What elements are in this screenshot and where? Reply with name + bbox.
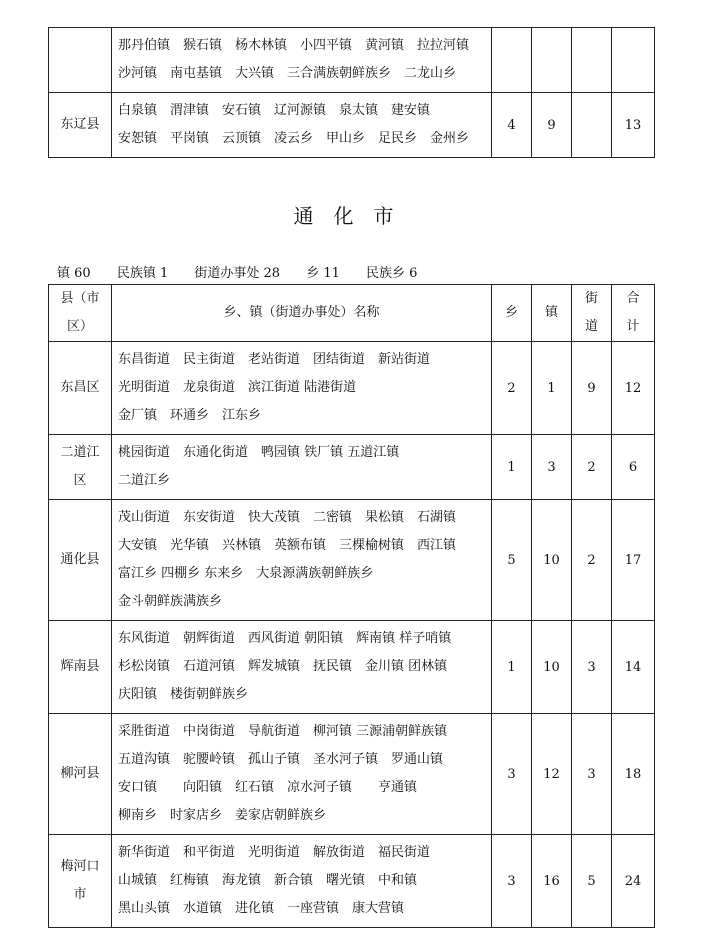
names-line: 沙河镇 南屯基镇 大兴镇 三合满族朝鲜族乡 二龙山乡 xyxy=(118,66,457,81)
jiedao-count: 9 xyxy=(572,342,612,435)
jiedao-count: 2 xyxy=(572,435,612,500)
names-line: 安恕镇 平岗镇 云顶镇 凌云乡 甲山乡 足民乡 金州乡 xyxy=(118,131,470,146)
header-jiedao: 街 道 xyxy=(572,285,612,342)
names-line: 黑山头镇 水道镇 进化镇 一座营镇 康大营镇 xyxy=(118,901,405,916)
names-line: 山城镇 红梅镇 海龙镇 新合镇 曙光镇 中和镇 xyxy=(118,873,418,888)
names-cell xyxy=(112,28,492,93)
summary-subdistricts: 街道办事处 28 xyxy=(194,266,281,281)
zhen-count: 9 xyxy=(532,93,572,158)
total-count: 13 xyxy=(612,93,655,158)
total-count xyxy=(612,28,655,93)
zhen-count xyxy=(532,28,572,93)
county-cell xyxy=(49,342,112,435)
names-line: 东昌街道 民主街道 老站街道 团结街道 新站街道 xyxy=(118,352,431,367)
jiedao-count: 3 xyxy=(572,714,612,835)
names-line: 东风街道 朝辉街道 西风街道 朝阳镇 辉南镇 样子哨镇 xyxy=(118,631,452,646)
county-cell: 东辽县 xyxy=(49,93,112,158)
table-row xyxy=(49,342,655,435)
names-line: 二道江乡 xyxy=(118,473,171,488)
county-name-line: 市 xyxy=(73,887,87,902)
zhen-count: 1 xyxy=(532,342,572,435)
tonghua-table xyxy=(48,284,655,928)
xiang-count: 1 xyxy=(492,435,532,500)
summary-ethnic-towns: 民族镇 1 xyxy=(116,266,169,281)
names-line: 采胜街道 中岗街道 导航街道 柳河镇 三源浦朝鲜族镇 xyxy=(118,724,448,739)
names-line: 杉松岗镇 石道河镇 辉发城镇 抚民镇 金川镇 团林镇 xyxy=(118,659,448,674)
total-count: 17 xyxy=(612,500,655,621)
county-name-line: 辉南县 xyxy=(60,659,100,674)
county-cell xyxy=(49,835,112,928)
total-count: 6 xyxy=(612,435,655,500)
county-cell xyxy=(49,500,112,621)
names-cell xyxy=(112,435,492,500)
names-line: 金斗朝鲜族满族乡 xyxy=(118,594,223,609)
names-line: 庆阳镇 楼街朝鲜族乡 xyxy=(118,687,249,702)
jiedao-count: 3 xyxy=(572,621,612,714)
county-name-line: 东昌区 xyxy=(60,380,100,395)
names-line: 那丹伯镇 猴石镇 杨木林镇 小四平镇 黄河镇 拉拉河镇 xyxy=(118,38,470,53)
table-row xyxy=(49,835,655,928)
names-line: 光明街道 龙泉街道 滨江街道 陆港街道 xyxy=(118,380,357,395)
continued-table-body xyxy=(49,28,655,158)
total-count: 12 xyxy=(612,342,655,435)
names-cell xyxy=(112,342,492,435)
table-row xyxy=(49,500,655,621)
zhen-count: 16 xyxy=(532,835,572,928)
zhen-count: 12 xyxy=(532,714,572,835)
names-line: 柳南乡 时家店乡 姜家店朝鲜族乡 xyxy=(118,808,327,823)
zhen-count: 3 xyxy=(532,435,572,500)
header-total: 合 计 xyxy=(612,285,655,342)
county-cell xyxy=(49,714,112,835)
names-line: 金厂镇 环通乡 江东乡 xyxy=(118,408,262,423)
jiedao-count xyxy=(572,28,612,93)
names-line: 安口镇 向阳镇 红石镇 凉水河子镇 亨通镇 xyxy=(118,780,418,795)
names-line: 五道沟镇 驼腰岭镇 孤山子镇 圣水河子镇 罗通山镇 xyxy=(118,752,444,767)
header-county: 县（市 区） xyxy=(49,285,112,342)
table-row xyxy=(49,93,655,158)
summary-ethnic-townships: 民族乡 6 xyxy=(366,266,418,281)
county-name-line: 柳河县 xyxy=(60,766,100,781)
xiang-count: 5 xyxy=(492,500,532,621)
header-xiang: 乡 xyxy=(492,285,532,342)
county-name-line: 二道江 xyxy=(60,445,100,460)
header-zhen: 镇 xyxy=(532,285,572,342)
names-line: 富江乡 四棚乡 东来乡 大泉源满族朝鲜族乡 xyxy=(118,566,374,581)
summary-townships: 乡 11 xyxy=(306,266,340,281)
table-row xyxy=(49,621,655,714)
county-name-line: 区 xyxy=(73,473,87,488)
xiang-count: 3 xyxy=(492,835,532,928)
total-count: 24 xyxy=(612,835,655,928)
table-row xyxy=(49,714,655,835)
tonghua-table-body xyxy=(49,342,655,928)
total-count: 18 xyxy=(612,714,655,835)
city-summary xyxy=(57,262,439,281)
xiang-count: 4 xyxy=(492,93,532,158)
names-line: 白泉镇 渭津镇 安石镇 辽河源镇 泉太镇 建安镇 xyxy=(118,103,431,118)
zhen-count: 10 xyxy=(532,500,572,621)
county-cell xyxy=(49,435,112,500)
table-header-row xyxy=(49,285,655,342)
names-line: 茂山街道 东安街道 快大茂镇 二密镇 果松镇 石湖镇 xyxy=(118,510,457,525)
names-cell xyxy=(112,714,492,835)
names-line: 大安镇 光华镇 兴林镇 英额布镇 三棵榆树镇 西江镇 xyxy=(118,538,457,553)
xiang-count xyxy=(492,28,532,93)
names-line: 桃园街道 东通化街道 鸭园镇 铁厂镇 五道江镇 xyxy=(118,445,400,460)
total-count: 14 xyxy=(612,621,655,714)
county-cell xyxy=(49,621,112,714)
city-title: 通化市 xyxy=(293,204,414,228)
table-row xyxy=(49,435,655,500)
summary-towns: 镇 60 xyxy=(57,266,91,281)
county-name-line: 通化县 xyxy=(60,552,100,567)
names-cell xyxy=(112,835,492,928)
names-line: 新华街道 和平街道 光明街道 解放街道 福民街道 xyxy=(118,845,431,860)
table-row xyxy=(49,28,655,93)
county-cell xyxy=(49,28,112,93)
xiang-count: 3 xyxy=(492,714,532,835)
jiedao-count: 5 xyxy=(572,835,612,928)
xiang-count: 2 xyxy=(492,342,532,435)
names-cell xyxy=(112,500,492,621)
names-cell xyxy=(112,621,492,714)
jiedao-count xyxy=(572,93,612,158)
continued-table xyxy=(48,27,655,158)
jiedao-count: 2 xyxy=(572,500,612,621)
names-cell xyxy=(112,93,492,158)
zhen-count: 10 xyxy=(532,621,572,714)
xiang-count: 1 xyxy=(492,621,532,714)
county-name-line: 梅河口 xyxy=(60,859,100,874)
header-names: 乡、镇（街道办事处）名称 xyxy=(112,285,492,342)
